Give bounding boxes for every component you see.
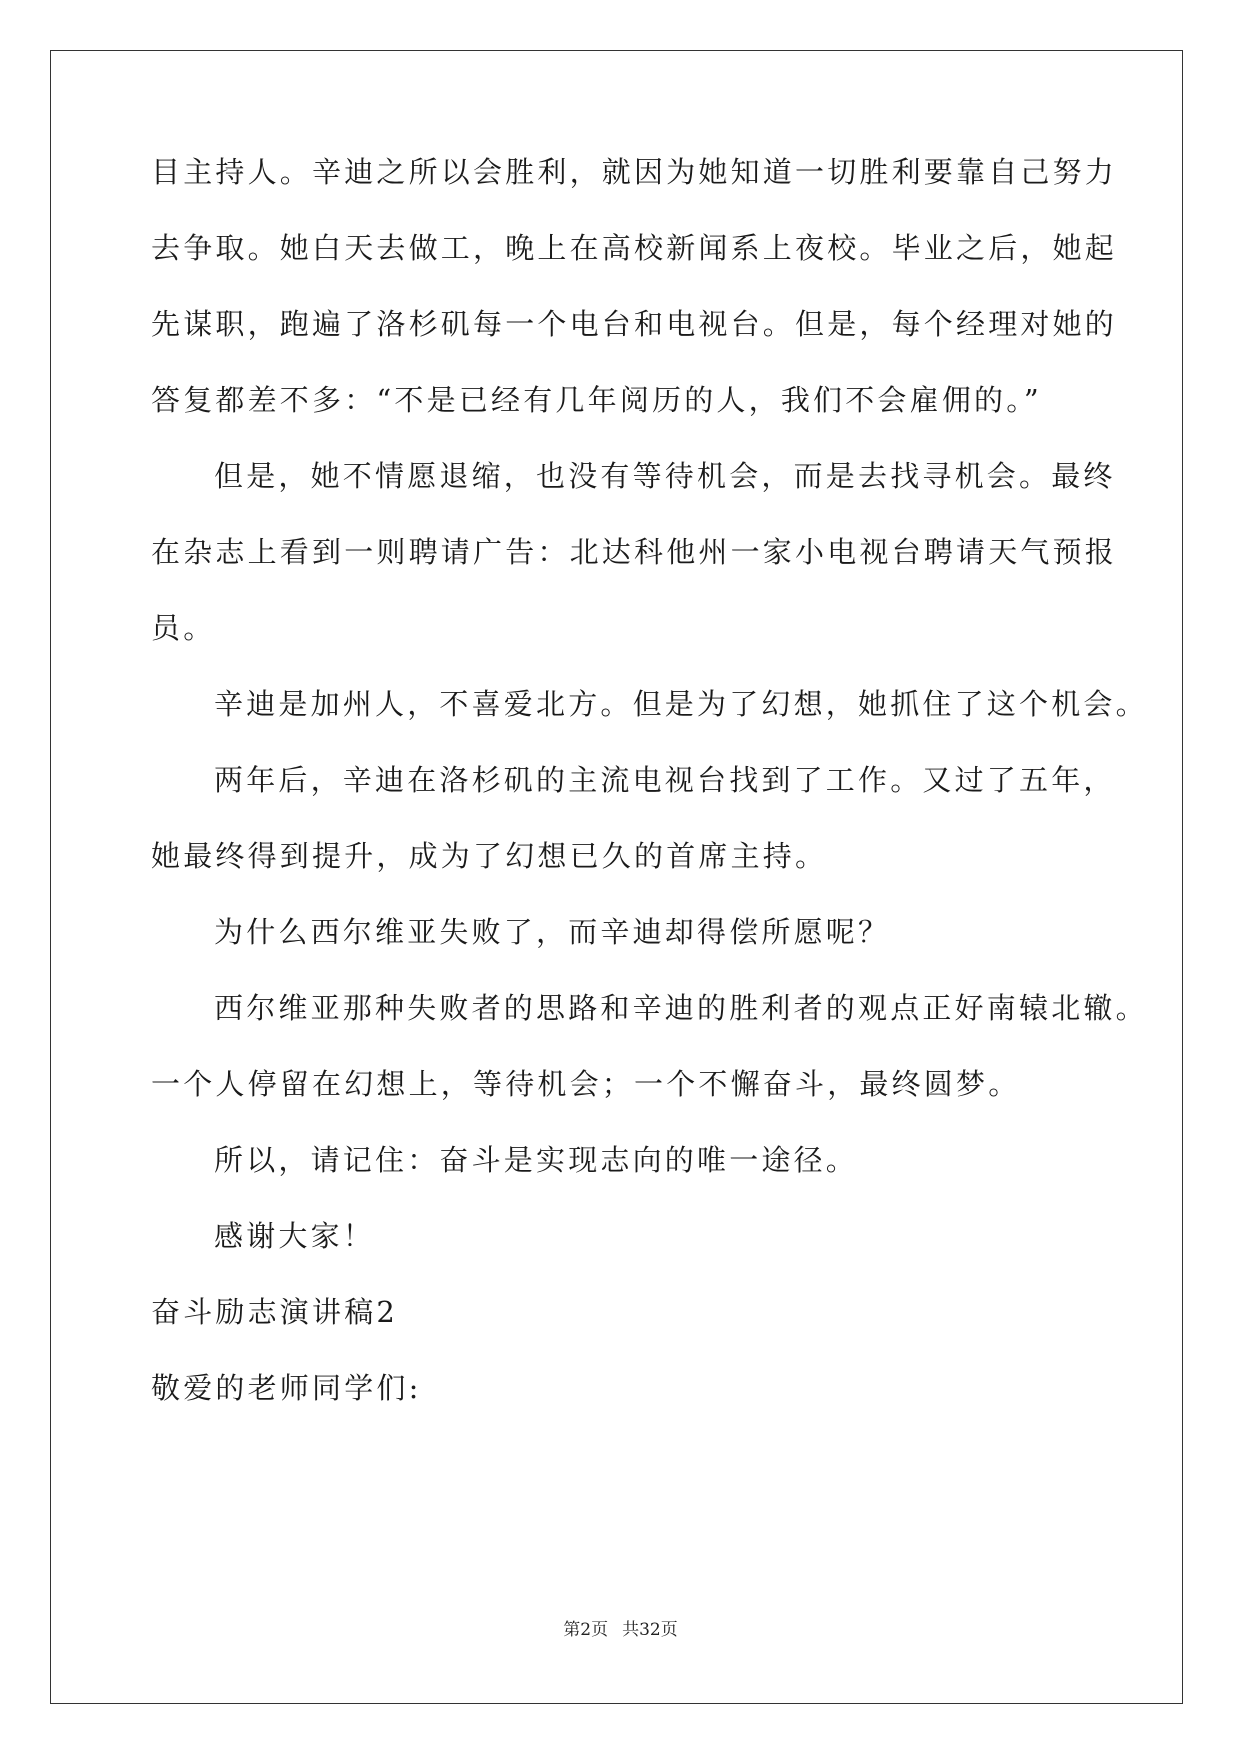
- page-border: [50, 50, 1183, 1704]
- text-line: 先谋职，跑遍了洛杉矶每一个电台和电视台。但是，每个经理对她的: [151, 307, 1118, 341]
- text-line: 但是，她不情愿退缩，也没有等待机会，而是去找寻机会。最终: [214, 459, 1116, 493]
- text-line: 答复都差不多：“不是已经有几年阅历的人，我们不会雇佣的。”: [151, 383, 1042, 417]
- text-line: 所以，请记住：奋斗是实现志向的唯一途径。: [214, 1143, 859, 1177]
- text-line: 一个人停留在幻想上，等待机会；一个不懈奋斗，最终圆梦。: [151, 1067, 1021, 1101]
- text-line: 为什么西尔维亚失败了，而辛迪却得偿所愿呢？: [214, 915, 891, 949]
- text-line: 她最终得到提升，成为了幻想已久的首席主持。: [151, 839, 828, 873]
- text-line: 在杂志上看到一则聘请广告：北达科他州一家小电视台聘请天气预报: [151, 535, 1118, 569]
- page-footer: [0, 1618, 1241, 1642]
- text-line: 辛迪是加州人，不喜爱北方。但是为了幻想，她抓住了这个机会。: [214, 687, 1148, 721]
- text-line: 两年后，辛迪在洛杉矶的主流电视台找到了工作。又过了五年，: [214, 763, 1116, 797]
- page-number: 第2页: [563, 1620, 609, 1640]
- text-line: 感谢大家！: [214, 1219, 376, 1253]
- text-line: 去争取。她白天去做工，晚上在高校新闻系上夜校。毕业之后，她起: [151, 231, 1118, 265]
- section-heading: 奋斗励志演讲稿2: [151, 1295, 399, 1329]
- salutation: 敬爱的老师同学们:: [151, 1371, 422, 1405]
- text-line: 目主持人。辛迪之所以会胜利，就因为她知道一切胜利要靠自己努力: [151, 155, 1118, 189]
- page-total: 共32页: [622, 1620, 678, 1640]
- text-line: 西尔维亚那种失败者的思路和辛迪的胜利者的观点正好南辕北辙。: [214, 991, 1148, 1025]
- text-line: 员。: [151, 611, 216, 645]
